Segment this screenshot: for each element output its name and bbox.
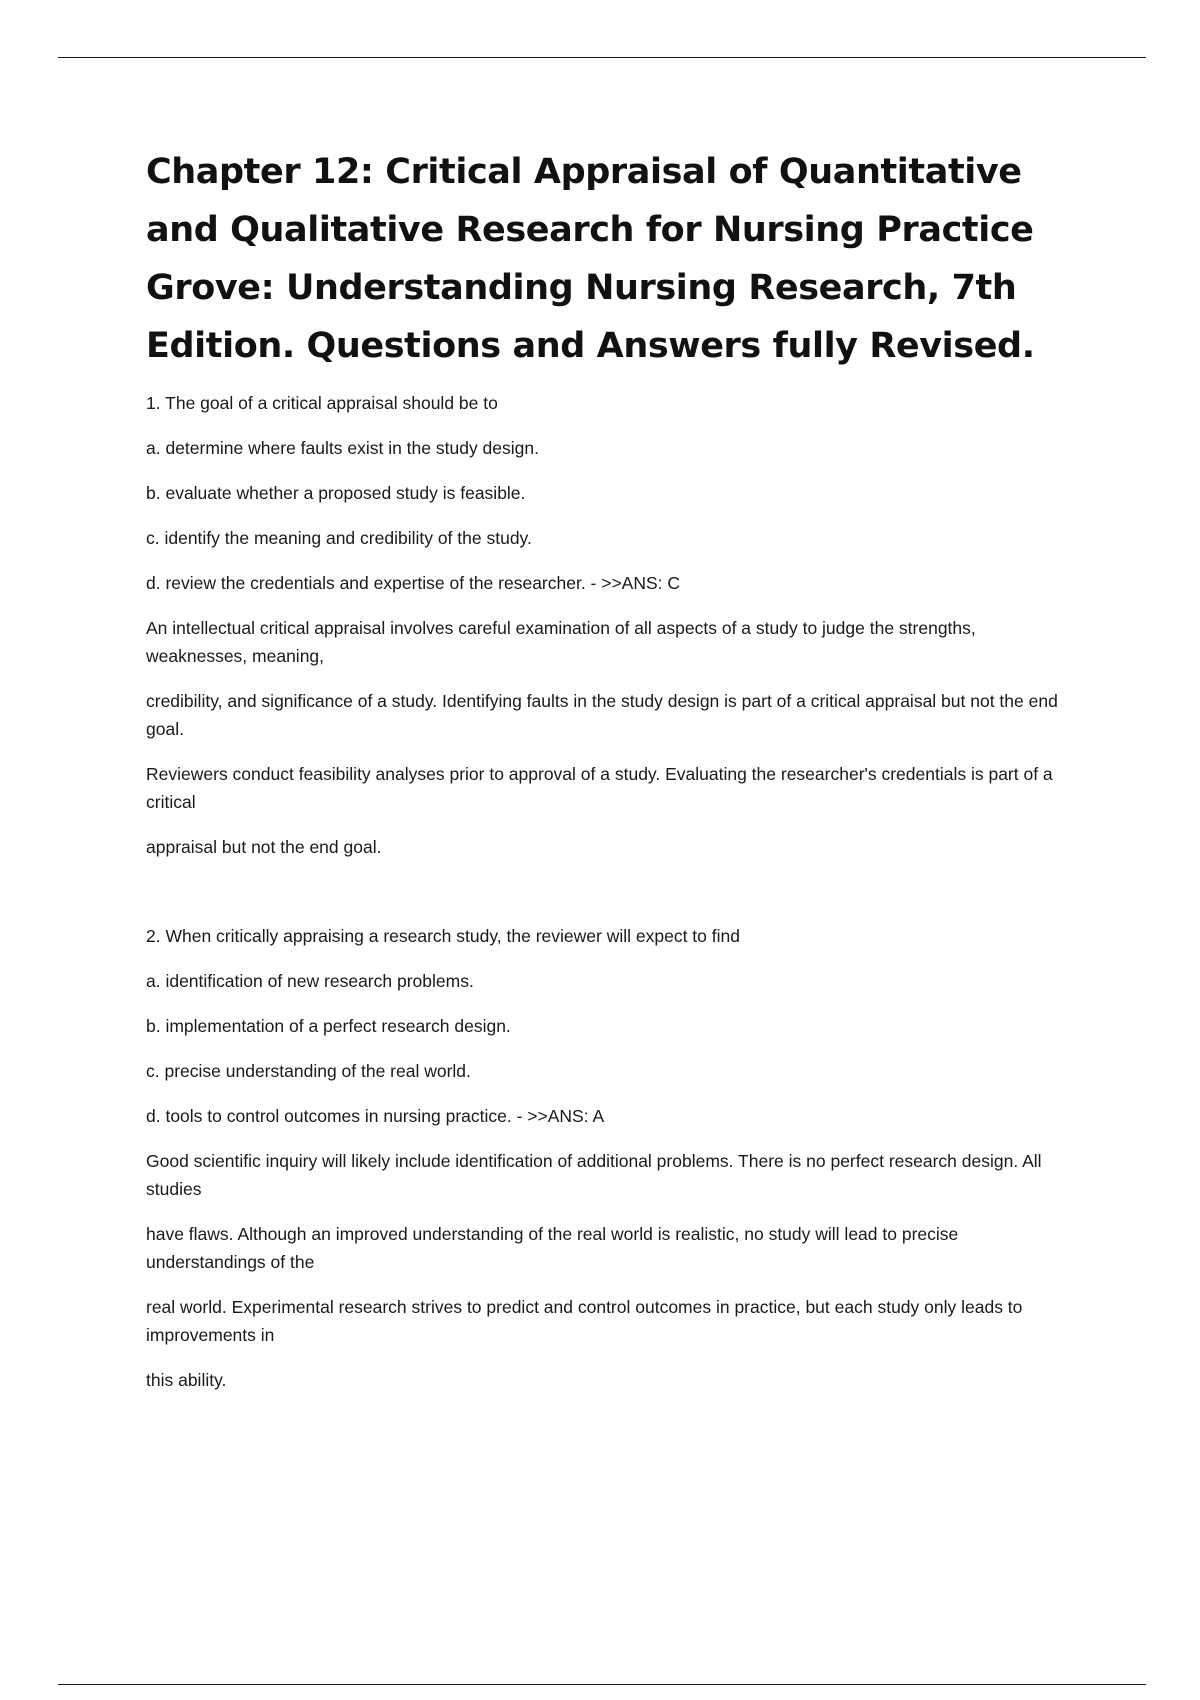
document-body: [146, 143, 1076, 1411]
question-2-option-b: b. implementation of a perfect research design.: [146, 1016, 511, 1036]
question-2-stem: 2. When critically appraising a research study, the reviewer will expect to find: [146, 926, 740, 946]
question-1-rationale-3: Reviewers conduct feasibility analyses prior to approval of a study. Evaluating the researcher's credentials is part of a critical: [146, 764, 1053, 812]
question-1: [146, 389, 1076, 861]
question-1-rationale-1: An intellectual critical appraisal involves careful examination of all aspects of a study to judge the strengths, weaknesses, meaning,: [146, 618, 976, 666]
question-1-option-a: a. determine where faults exist in the study design.: [146, 438, 539, 458]
question-2-option-d: d. tools to control outcomes in nursing practice. - >>ANS: A: [146, 1106, 605, 1126]
bottom-rule: [58, 1684, 1146, 1685]
question-1-option-c: c. identify the meaning and credibility of the study.: [146, 528, 532, 548]
question-spacer: [146, 878, 1076, 922]
question-1-rationale-2: credibility, and significance of a study. Identifying faults in the study design is part of a critical appraisal but not the end goal.: [146, 691, 1058, 739]
question-1-option-d: d. review the credentials and expertise of the researcher. - >>ANS: C: [146, 573, 681, 593]
question-2: [146, 922, 1076, 1394]
question-1-rationale-4: appraisal but not the end goal.: [146, 837, 382, 857]
question-2-option-c: c. precise understanding of the real world.: [146, 1061, 471, 1081]
document-title: Chapter 12: Critical Appraisal of Quantitative and Qualitative Research for Nursing Practice Grove: Understanding Nursing Research, 7th Edition. Questions and Answers fully Revised.: [146, 152, 1035, 366]
question-1-stem: 1. The goal of a critical appraisal should be to: [146, 393, 498, 413]
question-2-option-a: a. identification of new research problems.: [146, 971, 474, 991]
question-2-rationale-3: real world. Experimental research strives to predict and control outcomes in practice, but each study only leads to improvements in: [146, 1297, 1023, 1345]
question-2-rationale-1: Good scientific inquiry will likely include identification of additional problems. There is no perfect research design. All studies: [146, 1151, 1042, 1199]
question-1-option-b: b. evaluate whether a proposed study is feasible.: [146, 483, 526, 503]
top-rule: [58, 57, 1146, 58]
question-2-rationale-4: this ability.: [146, 1370, 227, 1390]
question-2-rationale-2: have flaws. Although an improved understanding of the real world is realistic, no study will lead to precise understandings of the: [146, 1224, 959, 1272]
